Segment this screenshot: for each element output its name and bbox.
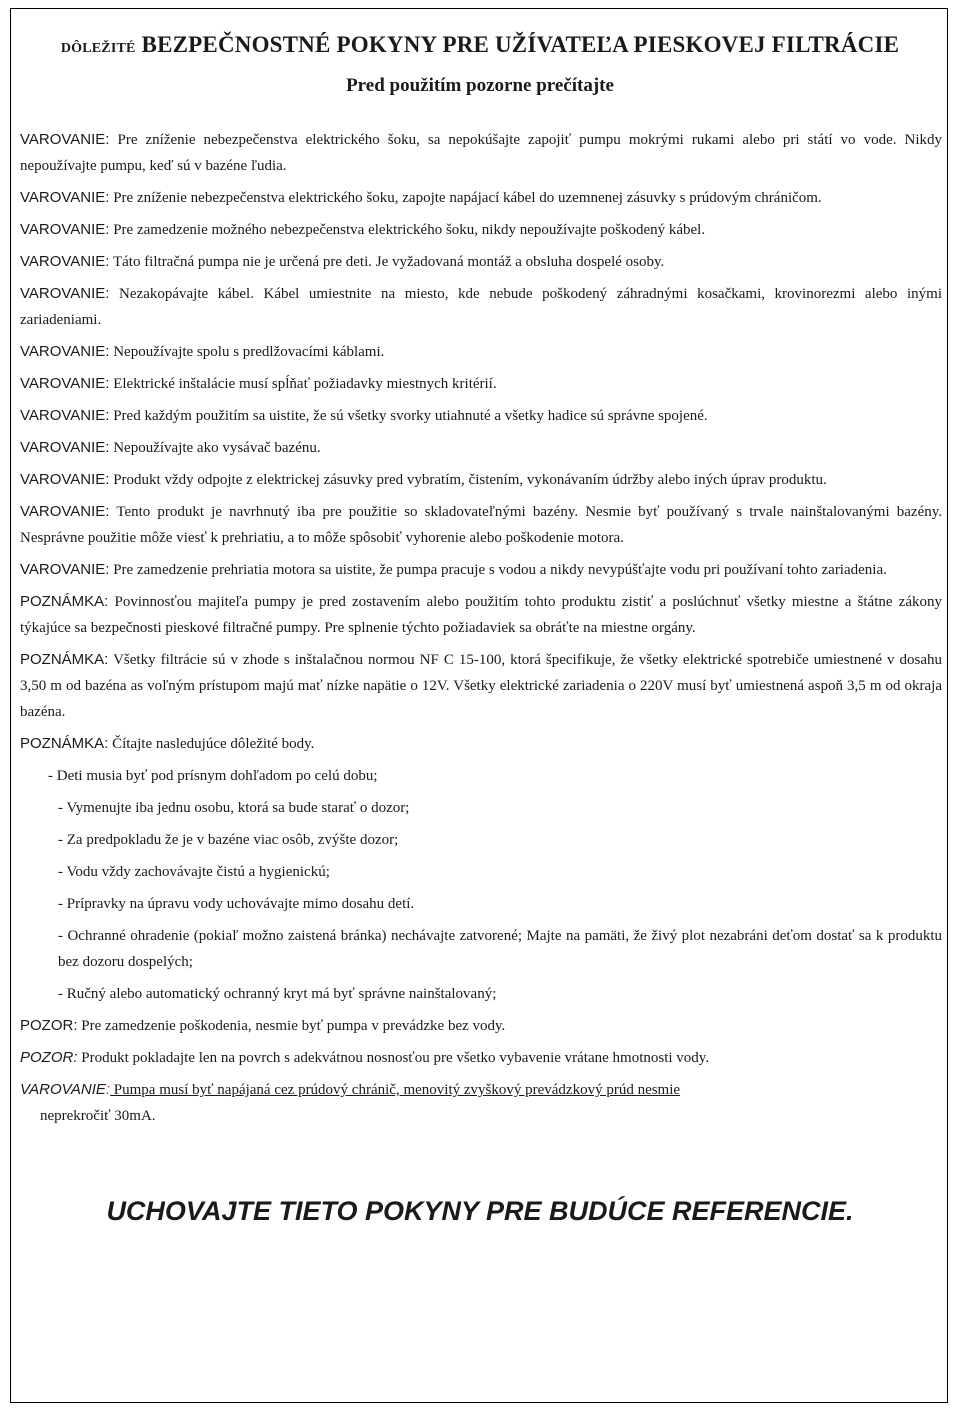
- warning-paragraph: [20, 339, 942, 365]
- warning-text: Pre zníženie nebezpečenstva elektrického šoku, zapojte napájací kábel do uzemnenej zásuvky s prúdovým chráničom.: [113, 190, 822, 206]
- page-title: [0, 32, 960, 58]
- warning-text: Pre zníženie nebezpečenstva elektrického šoku, sa nepokúšajte zapojiť pumpu mokrými rukami alebo pri státí vo vode. Nikdy nepoužívajte pumpu, keď sú v bazéne ľudia.: [20, 132, 942, 174]
- note-paragraph: [20, 731, 942, 757]
- warning-paragraph: [20, 499, 942, 551]
- final-warning-label: VAROVANIE: [20, 1081, 106, 1098]
- warning-text: Produkt vždy odpojte z elektrickej zásuvky pred vybratím, čistením, vykonávaním údržby alebo iných úprav produktu.: [113, 472, 827, 488]
- warning-label: VAROVANIE:: [20, 561, 110, 578]
- warning-text: Pred každým použitím sa uistite, že sú všetky svorky utiahnuté a všetky hadice sú správne spojené.: [113, 408, 708, 424]
- final-warning-colon: :: [105, 1081, 111, 1098]
- list-item: - Vodu vždy zachovávajte čistú a hygienickú;: [58, 864, 330, 880]
- note-paragraph: [20, 647, 942, 725]
- warning-text: Táto filtračná pumpa nie je určená pre deti. Je vyžadovaná montáž a obsluha dospelé osoby.: [112, 254, 665, 270]
- warning-text: Nepoužívajte ako vysávač bazénu.: [113, 440, 321, 456]
- page-subtitle: Pred použitím pozorne prečítajte: [346, 75, 614, 96]
- final-warning-continuation: [20, 1103, 942, 1129]
- warning-paragraph: [20, 467, 942, 493]
- list-item: - Prípravky na úpravu vody uchovávajte mimo dosahu detí.: [58, 896, 415, 912]
- caution-label: POZOR:: [20, 1049, 78, 1066]
- footer-notice: UCHOVAJTE TIETO POKYNY PRE BUDÚCE REFERENCIE.: [106, 1196, 854, 1226]
- warning-text: Nezakopávajte kábel. Kábel umiestnite na miesto, kde nebude poškodený záhradnými kosačkami, krovinorezmi alebo inými zariadeniami.: [20, 286, 942, 328]
- warning-paragraph: [20, 185, 942, 211]
- warning-paragraph: [20, 435, 942, 461]
- note-label: POZNÁMKA:: [20, 593, 109, 610]
- warning-label: VAROVANIE:: [20, 189, 110, 206]
- warning-label: VAROVANIE:: [20, 375, 110, 392]
- warning-paragraph: [20, 371, 942, 397]
- warning-label: VAROVANIE:: [20, 439, 110, 456]
- warning-text: Pre zamedzenie prehriatia motora sa uistite, že pumpa pracuje s vodou a nikdy nevypúšťajte vodu pri používaní tohto zariadenia.: [113, 562, 887, 578]
- caution-text: Pre zamedzenie poškodenia, nesmie byť pumpa v prevádzke bez vody.: [81, 1018, 506, 1034]
- list-item: - Ochranné ohradenie (pokiaľ možno zaistená bránka) nechávajte zatvorené; Majte na pamäti, že živý plot nezabráni deťom dostať sa k produktu bez dozoru dospelých;: [58, 928, 942, 970]
- warning-paragraph: [20, 557, 942, 583]
- note-label: POZNÁMKA:: [20, 735, 109, 752]
- warning-label: VAROVANIE:: [20, 343, 110, 360]
- warning-label: VAROVANIE:: [20, 285, 110, 302]
- final-warning: [20, 1077, 942, 1103]
- note-text: Povinnosťou majiteľa pumpy je pred zostavením alebo použitím tohto produktu zistiť a poslúchnuť všetky miestne a štátne zákony týkajúce sa bezpečnosti pieskové filtračné pumpy. Pre splnenie týchto požiadaviek sa obráťte na miestne orgány.: [20, 594, 942, 636]
- warning-label: VAROVANIE:: [20, 407, 110, 424]
- warning-text: Tento produkt je navrhnutý iba pre použitie so skladovateľnými bazény. Nesmie byť používaný s trvale nainštalovanými bazény. Nesprávne použitie môže viesť k prehriatiu, a to môže spôsobiť vyhorenie alebo poškodenie motora.: [20, 504, 943, 546]
- warning-paragraph: [20, 249, 942, 275]
- caution-label: POZOR:: [20, 1017, 78, 1034]
- warning-text: Nepoužívajte spolu s predlžovacími káblami.: [113, 344, 385, 360]
- warning-paragraph: [20, 217, 942, 243]
- caution-text: Produkt pokladajte len na povrch s adekvátnou nosnosťou pre všetko vybavenie vrátane hmotnosti vody.: [81, 1050, 710, 1066]
- warning-text: Pre zamedzenie možného nebezpečenstva elektrického šoku, nikdy nepoužívajte poškodený kábel.: [113, 222, 706, 238]
- final-warning-text-2: neprekročiť 30mA.: [40, 1108, 156, 1124]
- list-item-main: - Deti musia byť pod prísnym dohľadom po celú dobu;: [48, 768, 378, 784]
- warning-paragraph: [20, 403, 942, 429]
- warning-paragraph: [20, 127, 942, 179]
- instructions-body: [20, 127, 942, 1135]
- note-text: Všetky filtrácie sú v zhode s inštalačnou normou NF C 15-100, ktorá špecifikuje, že všetky elektrické spotrebiče umiestnené v dosahu 3,50 m od bazéna as voľným prístupom majú mať nízke napätie o 12V. Všetky elektrické zariadenia o 220V musí byť umiestnená aspoň 3,5 m od okraja bazéna.: [20, 652, 943, 720]
- list-item: - Ručný alebo automatický ochranný kryt má byť správne nainštalovaný;: [58, 986, 497, 1002]
- final-warning-text: Pumpa musí byť napájaná cez prúdový chránič, menovitý zvyškový prevádzkový prúd nesmie: [110, 1082, 681, 1098]
- note-label: POZNÁMKA:: [20, 651, 109, 668]
- warning-text: Elektrické inštalácie musí spĺňať požiadavky miestnych kritérií.: [113, 376, 497, 392]
- title-main: BEZPEČNOSTNÉ POKYNY PRE UŽÍVATEĽA PIESKOVEJ FILTRÁCIE: [141, 32, 900, 57]
- caution-paragraph: [20, 1013, 942, 1039]
- warning-label: VAROVANIE:: [20, 503, 110, 520]
- warning-label: VAROVANIE:: [20, 253, 110, 270]
- note-paragraph: [20, 589, 942, 641]
- warning-label: VAROVANIE:: [20, 221, 110, 238]
- title-prefix: DÔLEŽITÉ: [60, 41, 136, 56]
- warning-label: VAROVANIE:: [20, 471, 110, 488]
- list-item: - Vymenujte iba jednu osobu, ktorá sa bude starať o dozor;: [58, 800, 410, 816]
- warning-paragraph: [20, 281, 942, 333]
- caution-paragraph: [20, 1045, 942, 1071]
- list-item: - Za predpokladu že je v bazéne viac osôb, zvýšte dozor;: [58, 832, 399, 848]
- warning-label: VAROVANIE:: [20, 131, 110, 148]
- note-text: Čítajte nasledujúce dôležité body.: [112, 736, 315, 752]
